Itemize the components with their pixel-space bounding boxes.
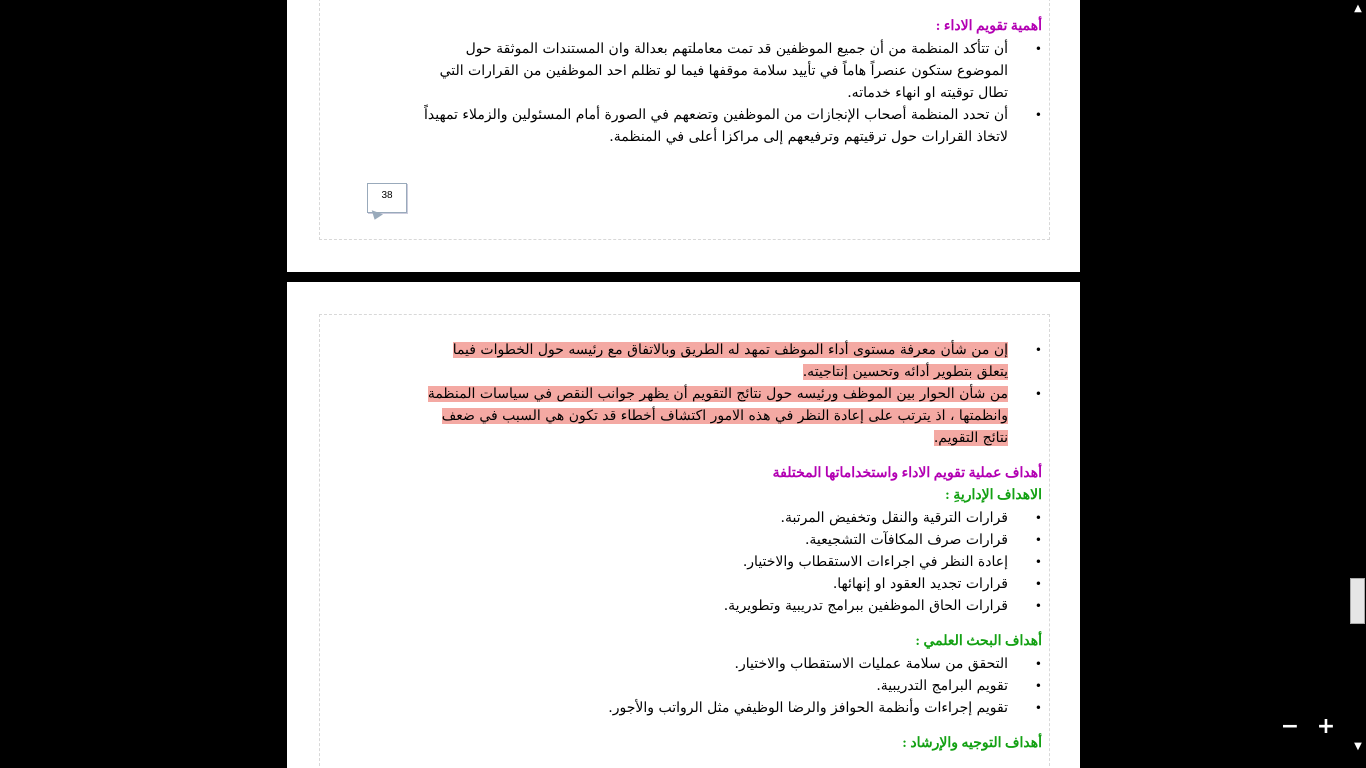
document-page-2 (287, 282, 1080, 768)
list-item: • إعادة النظر في اجراءات الاستقطاب والاختيار. (420, 551, 1042, 573)
list-item: • أن تحدد المنظمة أصحاب الإنجازات من الموظفين وتضعهم في الصورة أمام المسئولين والزملاء تمهيداً لاتخاذ القرارات حول ترقيتهم وترفيعهم إلى مراكزا أعلى في المنظمة. (420, 104, 1042, 148)
page-2-content (420, 339, 1042, 755)
goals-heading: أهداف عملية تقويم الاداء واستخداماتها المختلفة (772, 466, 1042, 481)
list-item: • أن تتأكد المنظمة من أن جميع الموظفين قد تمت معاملتهم بعدالة وان المستندات الموثقة حول الموضوع ستكون عنصراً هاماً في تأييد سلامة موقفها فيما لو تظلم احد الموظفين من القرارات التي تطال توقيته او انهاء خدماته. (420, 38, 1042, 104)
list-item: • قرارات صرف المكافآت التشجيعية. (420, 529, 1042, 551)
scroll-down-arrow-icon[interactable]: ▼ (1354, 741, 1362, 752)
scroll-up-arrow-icon[interactable]: ▲ (1354, 3, 1362, 14)
list-item (420, 339, 1042, 383)
list-item: • قرارات تجديد العقود او إنهائها. (420, 573, 1042, 595)
document-page-1 (287, 0, 1080, 272)
research-goals-heading: أهداف البحث العلمي : (915, 634, 1042, 649)
zoom-out-button[interactable]: − (1280, 714, 1300, 739)
page-1-content (420, 16, 1042, 148)
highlighted-text: إن من شأن معرفة مستوى أداء الموظف تمهد له الطريق وبالاتفاق مع رئيسه حول الخطوات فيما يتعلق بتطوير أدائه وتحسين إنتاجيته. (452, 342, 1008, 380)
zoom-in-button[interactable]: + (1316, 714, 1336, 739)
list-item: • تقويم البرامج التدريبية. (420, 675, 1042, 697)
highlighted-text: من شأن الحوار بين الموظف ورئيسه حول نتائج التقويم أن يظهر جوانب النقص في سياسات المنظمة وانظمتها ، اذ يترتب على إعادة النظر في هذه الامور اكتشاف أخطاء قد تكون هي السبب في ضعف نتائج التقويم. (427, 386, 1008, 446)
list-item (420, 383, 1042, 449)
scrollbar-thumb[interactable] (1350, 578, 1365, 624)
list-item: • تقويم إجراءات وأنظمة الحوافز والرضا الوظيفي مثل الرواتب والأجور. (420, 697, 1042, 719)
vertical-scrollbar[interactable] (1349, 0, 1366, 768)
guidance-goals-heading: أهداف التوجيه والإرشاد : (902, 736, 1042, 751)
list-item: • قرارات الحاق الموظفين ببرامج تدريبية وتطويرية. (420, 595, 1042, 617)
list-item: • قرارات الترقية والنقل وتخفيض المرتبة. (420, 507, 1042, 529)
list-item: • التحقق من سلامة عمليات الاستقطاب والاختيار. (420, 653, 1042, 675)
comment-balloon[interactable]: 38 (367, 183, 407, 213)
importance-heading: أهمية تقويم الاداء : (935, 19, 1042, 34)
admin-goals-heading: الاهداف الإداريةِ : (945, 488, 1042, 503)
